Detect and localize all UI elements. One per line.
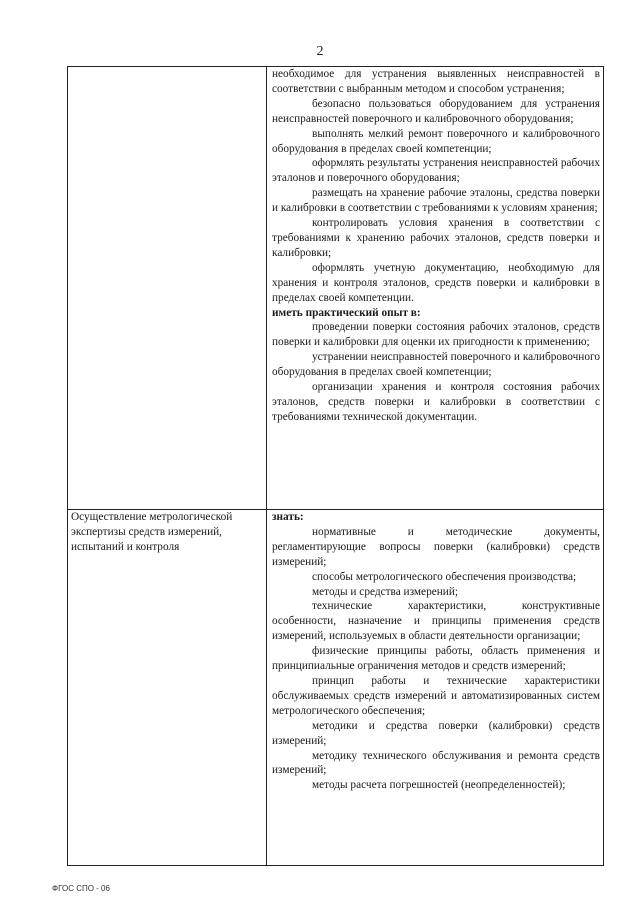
requirement-paragraph: размещать на хранение рабочие эталоны, средства поверки и калибровки в соответствии с требованиями к условиям хранения; [272, 187, 600, 215]
requirement-paragraph: проведении поверки состояния рабочих эталонов, средств поверки и калибровки для оценки их пригодности к применению; [272, 321, 600, 349]
right-cell [267, 510, 604, 866]
requirement-paragraph: необходимое для устранения выявленных неисправностей в соответствии с выбранным методом и способом устранения; [272, 68, 600, 95]
requirement-paragraph: устранении неисправностей поверочного и калибровочного оборудования в пределах своей компетенции; [272, 351, 600, 379]
requirement-paragraph: технические характеристики, конструктивные особенности, назначение и принципы применения средств измерений, используемых в области деятельности организации; [272, 600, 600, 643]
requirement-paragraph: способы метрологического обеспечения производства; [312, 570, 577, 583]
requirement-paragraph: методы расчета погрешностей (неопределенностей); [312, 779, 566, 792]
section-heading: иметь практический опыт в: [272, 306, 421, 319]
left-cell [68, 510, 267, 866]
requirement-paragraph: методики и средства поверки (калибровки) средств измерений; [272, 719, 600, 747]
requirement-paragraph: безопасно пользоваться оборудованием для устранения неисправностей поверочного и калибровочного оборудования; [272, 97, 600, 125]
requirement-paragraph: оформлять результаты устранения неисправностей рабочих эталонов и поверочного оборудования; [272, 157, 600, 185]
table-row [68, 510, 604, 866]
requirement-paragraph: выполнять мелкий ремонт поверочного и калибровочного оборудования в пределах своей компетенции; [272, 127, 600, 155]
requirement-paragraph: физические принципы работы, область применения и принципиальные ограничения методов и средств измерений; [272, 645, 600, 673]
section-heading: знать: [272, 511, 304, 523]
activity-name: Осуществление метрологической экспертизы средств измерений, испытаний и контроля [71, 511, 233, 553]
footer-code: ФГОС СПО - 06 [52, 884, 110, 893]
table-row [68, 67, 604, 510]
requirement-paragraph: методику технического обслуживания и ремонта средств измерений; [272, 749, 600, 777]
left-cell [68, 67, 267, 510]
requirement-paragraph: оформлять учетную документацию, необходимую для хранения и контроля эталонов, средств поверки и калибровки в пределах своей компетенции. [272, 261, 600, 304]
requirement-paragraph: контролировать условия хранения в соответствии с требованиями к хранению рабочих эталонов, средств поверки и калибровки; [272, 217, 600, 259]
requirement-paragraph: организации хранения и контроля состояния рабочих эталонов, средств поверки и калибровки в соответствии с требованиями технической документации. [272, 381, 600, 423]
page-number: 2 [316, 44, 324, 59]
right-cell [267, 67, 604, 510]
requirement-paragraph: нормативные и методические документы, регламентирующие вопросы поверки (калибровки) средств измерений; [272, 525, 600, 568]
requirement-paragraph: методы и средства измерений; [312, 585, 459, 598]
requirements-list [267, 67, 603, 509]
requirements-list [267, 510, 603, 793]
requirement-paragraph: принцип работы и технические характеристики обслуживаемых средств измерений и автоматизированных систем метрологического обеспечения; [272, 674, 600, 717]
competency-table [67, 66, 604, 866]
